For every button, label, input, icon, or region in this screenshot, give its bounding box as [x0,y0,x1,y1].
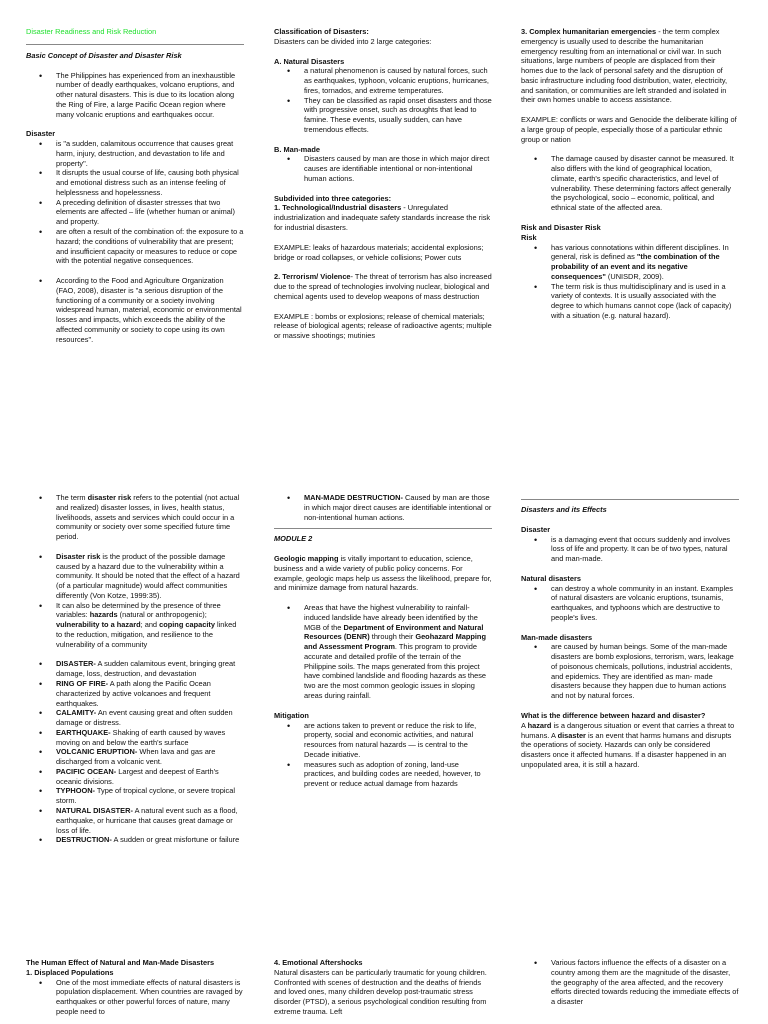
glossary-item [26,728,244,748]
term: DESTRUCTION- [56,835,112,845]
natural-list [274,66,492,134]
list-item: • a natural phenomenon is caused by natural forces, such as earthquakes, typhoon, volcanic eruptions, hurricanes, fires, tornados, and extreme temperatures. [274,66,492,95]
column-2 [274,27,492,341]
list-item: • are actions taken to prevent or reduce the risk to life, property, social and economic activities, and natural resources from natural hazards — is central to the Decade initiative. [274,721,492,760]
text: has various connotations within different disciplines. In general, risk is defined as [551,242,729,262]
damage-list [521,154,739,213]
intro-list [26,71,244,120]
example-terrorism: EXAMPLE : bombs or explosions; release of chemical materials; release of biological agents; release of radioactive agents; multiple or massive shootings; mutinies [274,311,492,341]
glossary-item [26,708,244,728]
term: NATURAL DISASTER- [56,805,133,815]
heading-disasters-effects: Disasters and its Effects [521,505,607,514]
geohazard-list [274,603,492,701]
term: Department of Environment and Natural Resources (DENR) [304,622,484,642]
term: 1. Technological/Industrial disasters [274,203,402,213]
quote: "the combination of the probability of an event and its negative consequences" [551,252,720,281]
text: refers to the potential (not actual and realized) disaster losses, in lives, health status, livelihoods, assets and services which could occur in a community or society over some specified future time period. [56,493,240,542]
glossary-item [26,835,244,845]
displaced-list [26,978,244,1017]
heading-subdivided: Subdivided into three categories: [274,193,392,203]
column-9 [521,958,739,1007]
list-item: • Various factors influence the effects of a disaster on a country among them are the magnitude of the disaster, the geography of the area affected, and the recovery efforts directed towards reducing the immediate effects of a disaster [521,958,739,1007]
list-item: • The term risk is thus multidisciplinary and is used in a variety of contexts. It is usually associated with the degree to which humans cannot cope (lack of capacity) with a situation (e.g. natural hazard). [521,282,739,321]
heading-disaster: Disaster [26,129,56,139]
definition: A sudden calamitous event, bringing great damage, loss, destruction, and devastation [56,659,236,679]
column-7 [26,958,244,1017]
term: MAN-MADE DESTRUCTION- [304,493,403,502]
column-8 [274,958,492,1017]
list-item: • measures such as adoption of zoning, land-use practices, and building codes are needed, however, to prevent or reduce actual damage from hazards [274,760,492,789]
factors-list [521,958,739,1007]
heading-natural-disasters: Natural disasters [521,573,581,583]
definition: Type of tropical cyclone, or severe tropical storm. [56,786,235,806]
list-item [26,601,244,650]
term: RING OF FIRE- [56,679,109,689]
list-item: • The damage caused by disaster cannot be measured. It also differs with the kind of geographical location, climate, earth's specific characteristics, and level of vulnerability. These determining factors affect generally the psychological, socio – economic, political, and ethnical state of the affected area. [521,154,739,213]
term: disaster risk [87,493,132,502]
effects-divider [521,499,739,500]
list-item: • It disrupts the usual course of life, causing both physical and emotional distress such as an intense feeling of helplessness and hopelessness. [26,168,244,197]
column-4 [26,493,244,845]
disaster-def-list [521,535,739,564]
heading-natural-disasters: A. Natural Disasters [274,56,345,66]
text: (natural or anthropogenic); [117,610,207,620]
glossary-item [26,806,244,835]
classification-intro: Disasters can be divided into 2 large categories: [274,36,432,46]
term: 3. Complex humanitarian emergencies [521,27,657,36]
list-item: • are often a result of the combination of: the exposure to a hazard; the conditions of vulnerability that are present; and insufficient capacity or measures to reduce or cope with the potential negative consequences. [26,227,244,266]
paragraph-technological [274,203,492,232]
term: DISASTER- [56,659,96,669]
text: ; and [140,620,160,630]
heading-mitigation: Mitigation [274,710,309,720]
list-item: • According to the Food and Agriculture Organization (FAO, 2008), disaster is "a serious disruption of the functioning of a community or a society involving widespread human, material, economic or environmental losses and impacts, which exceeds the ability of the affected community or society to cope using its own resources". [26,276,244,344]
text: A [521,720,528,730]
glossary-item [26,679,244,708]
heading-man-made-disasters: Man-made disasters [521,632,593,642]
list-item: • The Philippines has experienced from an inexhaustible number of deadly earthquakes, volcano eruptions, and other natural disasters. This is due to its location along the Ring of Fire, a large Pacific Ocean region where many volcanic eruptions and earthquakes occur. [26,71,244,120]
list-item: • is "a sudden, calamitous occurrence that causes great harm, injury, destruction, and devastation to life and property". [26,139,244,168]
text: - the term complex emergency is usually used to describe the humanitarian emergency resulting from an international or civil war. In such situations, large numbers of people are displaced from their homes due to the lack of personal safety and the disruption of basic infrastructure including food distribution, water, electricity, and sanitation, or communities are left stranded and isolated in their own homes unable to access assistance. [521,27,728,105]
list-item [26,493,244,542]
list-item: • They can be classified as rapid onset disasters and those with progressive onset, such as droughts that lead to famine. These events, usually sudden, can have tremendous effects. [274,96,492,135]
heading-hazard-vs-disaster: What is the difference between hazard and disaster? [521,711,706,721]
text: . This program to provide accurate and detailed profile of the terrain of the Philippine soils. The maps generated from this project have combined landslide and flooding hazards as these two are the most common geologic issues in sloping areas during rainfall. [304,642,487,701]
column-1 [26,27,244,344]
term: PACIFIC OCEAN- [56,766,117,776]
text: Areas that have the highest vulnerability to rainfall-induced landslide have already been identified by the MGB of the [304,603,478,632]
list-item: • are caused by human beings. Some of the man-made disasters are bomb explosions, terrorism, wars, leakage of poisonous chemicals, pollutions, industrial accidents, and epidemics. They are identified as man- made disasters because they happen due to human actions and not by natural forces. [521,642,739,701]
glossary-list-continued [274,493,492,522]
term: disaster [557,730,586,740]
paragraph-emotional-aftershocks: Natural disasters can be particularly traumatic for young children. Confronted with scenes of destruction and the deaths of friends and loved ones, many children develop post-traumatic stress disorder (PTSD), a serious psychological condition resulting from extreme trauma. Left [274,967,487,1016]
text: is an event that harms humans and disrupts the operations of society. Hazards can only be considered disasters once it affected humans. If a disaster happened in an unpopulated area, it is still a hazard. [521,730,732,769]
list-item: • A preceding definition of disaster stresses that two elements are affected – life (whether human or animal) and property. [26,198,244,227]
term: Disaster risk [56,551,101,561]
definition: An event causing great and often sudden damage or distress. [56,708,233,728]
term: TYPHOON- [56,786,96,796]
glossary-item [274,493,492,522]
definition: Caused by man are those in which major direct causes are identifiable intentional or non-intentional human actions. [304,493,492,522]
man-made-list [274,154,492,183]
heading-classification: Classification of Disasters: [274,27,369,36]
list-item [521,243,739,282]
text: is a dangerous situation or event that carries a threat to humans. A [521,720,735,740]
term: VOLCANIC ERUPTION- [56,747,138,757]
list-item: • One of the most immediate effects of natural disasters is population displacement. When countries are ravaged by earthquakes or other powerful forces of nature, many people need to [26,978,244,1017]
module-heading: MODULE 2 [274,534,313,544]
paragraph-terrorism [274,272,492,301]
definition: Shaking of earth caused by waves moving on and below the earth's surface [56,727,226,747]
definition: When lava and gas are discharged from a volcanic vent. [56,747,216,767]
module-divider [274,528,492,529]
risk-list [521,243,739,321]
definition: A path along the Pacific Ocean characterized by active volcanoes and frequent earthquakes. [56,679,211,708]
glossary-item [26,747,244,767]
term: EARTHQUAKE- [56,727,111,737]
list-item: • Disasters caused by man are those in which major direct causes are identifiable intentional or non-intentional human actions. [274,154,492,183]
example-complex: EXAMPLE: conflicts or wars and Genocide the deliberate killing of a large group of people, especially those of a particular ethnic group or nation [521,115,737,144]
heading-human-effect: The Human Effect of Natural and Man-Made Disasters [26,958,215,967]
text: - The threat of terrorism has also increased due to the spread of technologies involving nuclear, biological and chemical agents used to develop weapons of mass destruction [274,272,492,301]
glossary-item [26,767,244,787]
text: linked to the reduction, mitigation, and resilience to the vulnerability of a community [56,620,237,649]
text: through their [369,632,416,642]
list-item [274,603,492,701]
glossary-item [26,659,244,679]
column-3 [521,27,739,321]
heading-man-made: B. Man-made [274,144,320,154]
text: The term [56,493,88,502]
term: hazards [89,610,118,620]
list-item: • is a damaging event that occurs suddenly and involves loss of life and property. It can be of two types, natural and man-made. [521,535,739,564]
title-divider [26,44,244,45]
glossary-item [26,786,244,806]
term: Geologic mapping [274,554,339,564]
definition: A sudden or great misfortune or failure [111,835,240,845]
glossary-list [26,659,244,845]
example-technological: EXAMPLE: leaks of hazardous materials; accidental explosions; bridge or road collapses, or vehicle collisions; Power cuts [274,242,484,262]
heading-disaster: Disaster [521,524,551,534]
document-title: Disaster Readiness and Risk Reduction [26,27,157,36]
heading-emotional-aftershocks: 4. Emotional Aftershocks [274,958,363,967]
disaster-risk-list [26,493,244,649]
paragraph-geologic-mapping [274,554,492,593]
natural-disasters-list [521,584,739,623]
term: CALAMITY- [56,708,97,718]
definition: A natural event such as a flood, earthquake, or hurricane that causes great damage or loss of life. [56,805,238,835]
term: Geohazard Mapping and Assessment Program [304,632,486,652]
text: It can also be determined by the presence of three variables: [56,600,221,620]
term: hazard [527,720,552,730]
column-5 [274,493,492,789]
heading-risk: Risk [521,232,537,242]
paragraph-hazard-vs-disaster [521,721,739,770]
list-item [26,552,244,601]
section-subtitle: Basic Concept of Disaster and Disaster Risk [26,50,182,60]
definition: Largest and deepest of Earth's oceanic divisions. [56,766,219,786]
list-item: • can destroy a whole community in an instant. Examples of natural disasters are volcanic eruptions, tsunamis, earthquakes, and typhoons which are destructive to people's lives. [521,584,739,623]
text: is vitally important to education, science, business and a wide variety of public policy concerns. For example, geologic maps help us assess the likelihood, prepare for, and minimize damage from natural hazards. [274,554,492,593]
heading-risk-disaster-risk: Risk and Disaster Risk [521,223,601,233]
term: vulnerability to a hazard [56,620,141,630]
man-made-disasters-list [521,642,739,701]
text: - Unregulated industrialization and inadequate safety standards increase the risk for industrial disasters. [274,203,491,233]
paragraph-complex-emergencies [521,27,739,105]
disaster-list [26,139,244,344]
mitigation-list [274,721,492,789]
column-6 [521,493,739,770]
text: (UNISDR, 2009). [605,271,664,281]
term: 2. Terrorism/ Violence [274,272,351,282]
term: coping capacity [159,620,215,630]
text: is the product of the possible damage caused by a hazard due to the vulnerability within a community. It should be noted that the effect of a hazard (of a particular magnitude) would affect communities differently (Von Kotze, 1999:35). [56,551,240,600]
heading-displaced-populations: 1. Displaced Populations [26,967,114,977]
